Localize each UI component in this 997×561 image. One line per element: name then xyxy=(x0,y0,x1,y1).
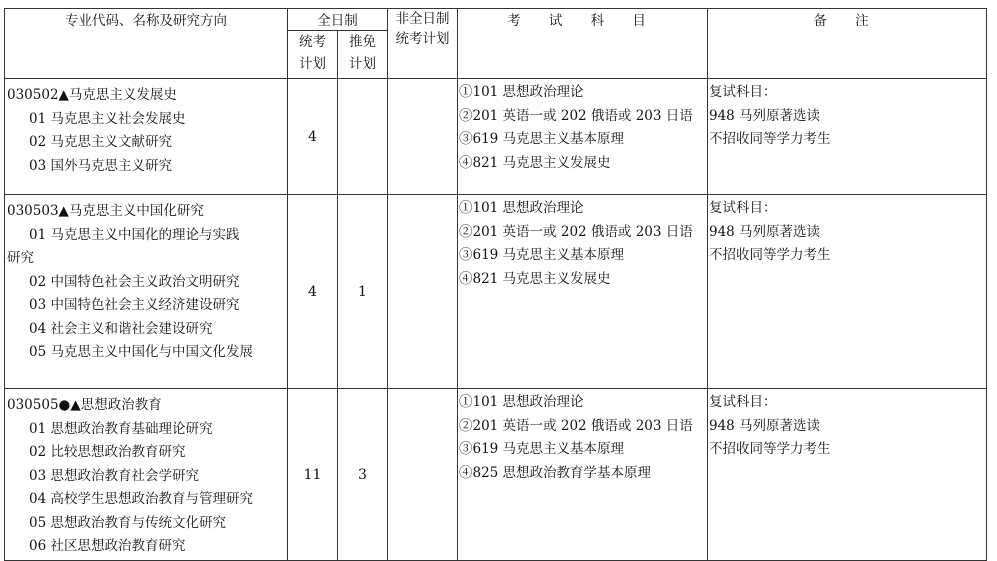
header-parttime xyxy=(388,9,458,79)
note-item: 不招收同等学力考生 xyxy=(709,131,831,147)
direction-item: 03 思想政治教育社会学研究 xyxy=(29,467,199,484)
note-item: 复试科目： xyxy=(709,84,777,100)
exam-plan-value: 11 xyxy=(288,389,338,561)
notes-cell xyxy=(708,195,987,389)
subject-item: ④821 马克思主义发展史 xyxy=(459,270,611,287)
recommend-plan-value xyxy=(338,79,388,195)
note-item: 不招收同等学力考生 xyxy=(709,247,831,263)
header-exam-plan xyxy=(288,31,338,79)
note-item: 复试科目： xyxy=(709,394,777,410)
subject-item: ④825 思想政治教育学基本原理 xyxy=(459,464,652,481)
header-recommend-plan xyxy=(338,31,388,79)
notes-cell xyxy=(708,79,987,195)
note-item: 复试科目： xyxy=(709,200,777,216)
major-directions-cell xyxy=(5,195,288,389)
subject-item: ①101 思想政治理论 xyxy=(459,394,584,410)
direction-item: 02 中国特色社会主义政治文明研究 xyxy=(29,273,240,290)
direction-item: 05 思想政治教育与传统文化研究 xyxy=(29,514,226,531)
header-exam-plan-line2: 计划 xyxy=(299,56,326,72)
header-direction: 专业代码、名称及研究方向 xyxy=(5,9,288,79)
parttime-plan-value xyxy=(388,195,458,389)
direction-item: 04 社会主义和谐社会建设研究 xyxy=(29,320,213,337)
major-name: 030503▲马克思主义中国化研究 xyxy=(7,203,204,219)
recommend-plan-value: 3 xyxy=(338,389,388,561)
header-recommend-plan-line2: 计划 xyxy=(349,56,376,72)
table-row xyxy=(5,79,987,195)
table-row xyxy=(5,389,987,561)
exam-subjects-cell xyxy=(458,79,708,195)
direction-item: 03 国外马克思主义研究 xyxy=(29,157,172,174)
exam-subjects-cell xyxy=(458,195,708,389)
header-subjects: 考 试 科 目 xyxy=(458,9,708,79)
note-item: 948 马列原著选读 xyxy=(709,223,821,240)
subject-item: ③619 马克思主义基本原理 xyxy=(459,131,625,147)
major-name: 030502▲马克思主义发展史 xyxy=(7,87,177,103)
exam-plan-value: 4 xyxy=(288,79,338,195)
direction-item: 01 思想政治教育基础理论研究 xyxy=(29,420,213,437)
subject-item: ①101 思想政治理论 xyxy=(459,84,584,100)
direction-item: 06 社区思想政治教育研究 xyxy=(29,538,186,554)
parttime-plan-value xyxy=(388,79,458,195)
direction-item: 01 马克思主义中国化的理论与实践 xyxy=(29,226,240,243)
recommend-plan-value: 1 xyxy=(338,195,388,389)
subject-item: ②201 英语一或 202 俄语或 203 日语 xyxy=(459,223,693,240)
subject-item: ②201 英语一或 202 俄语或 203 日语 xyxy=(459,417,693,434)
direction-item: 02 比较思想政治教育研究 xyxy=(29,444,186,460)
header-fulltime: 全日制 xyxy=(288,9,388,31)
header-parttime-line1: 非全日制 xyxy=(395,11,450,27)
major-name: 030505●▲思想政治教育 xyxy=(7,397,162,413)
header-parttime-line2: 统考计划 xyxy=(395,31,450,47)
major-directions-cell xyxy=(5,79,288,195)
subject-item: ③619 马克思主义基本原理 xyxy=(459,441,625,457)
direction-item: 05 马克思主义中国化与中国文化发展 xyxy=(29,344,253,360)
table-row xyxy=(5,195,987,389)
direction-item: 02 马克思主义文献研究 xyxy=(29,134,172,150)
subject-item: ②201 英语一或 202 俄语或 203 日语 xyxy=(459,107,693,124)
header-exam-plan-line1: 统考 xyxy=(299,34,326,50)
enrollment-plan-table xyxy=(4,8,987,561)
direction-item-wrap: 研究 xyxy=(7,250,34,266)
note-item: 948 马列原著选读 xyxy=(709,107,821,124)
subject-item: ④821 马克思主义发展史 xyxy=(459,154,611,171)
direction-item: 04 高校学生思想政治教育与管理研究 xyxy=(29,491,253,507)
direction-item: 01 马克思主义社会发展史 xyxy=(29,110,186,127)
note-item: 不招收同等学力考生 xyxy=(709,441,831,457)
notes-cell xyxy=(708,389,987,561)
exam-subjects-cell xyxy=(458,389,708,561)
exam-plan-value: 4 xyxy=(288,195,338,389)
subject-item: ①101 思想政治理论 xyxy=(459,200,584,216)
subject-item: ③619 马克思主义基本原理 xyxy=(459,247,625,263)
header-recommend-plan-line1: 推免 xyxy=(349,34,376,50)
header-notes: 备 注 xyxy=(708,9,987,79)
parttime-plan-value xyxy=(388,389,458,561)
note-item: 948 马列原著选读 xyxy=(709,417,821,434)
major-directions-cell xyxy=(5,389,288,561)
direction-item: 03 中国特色社会主义经济建设研究 xyxy=(29,297,240,313)
